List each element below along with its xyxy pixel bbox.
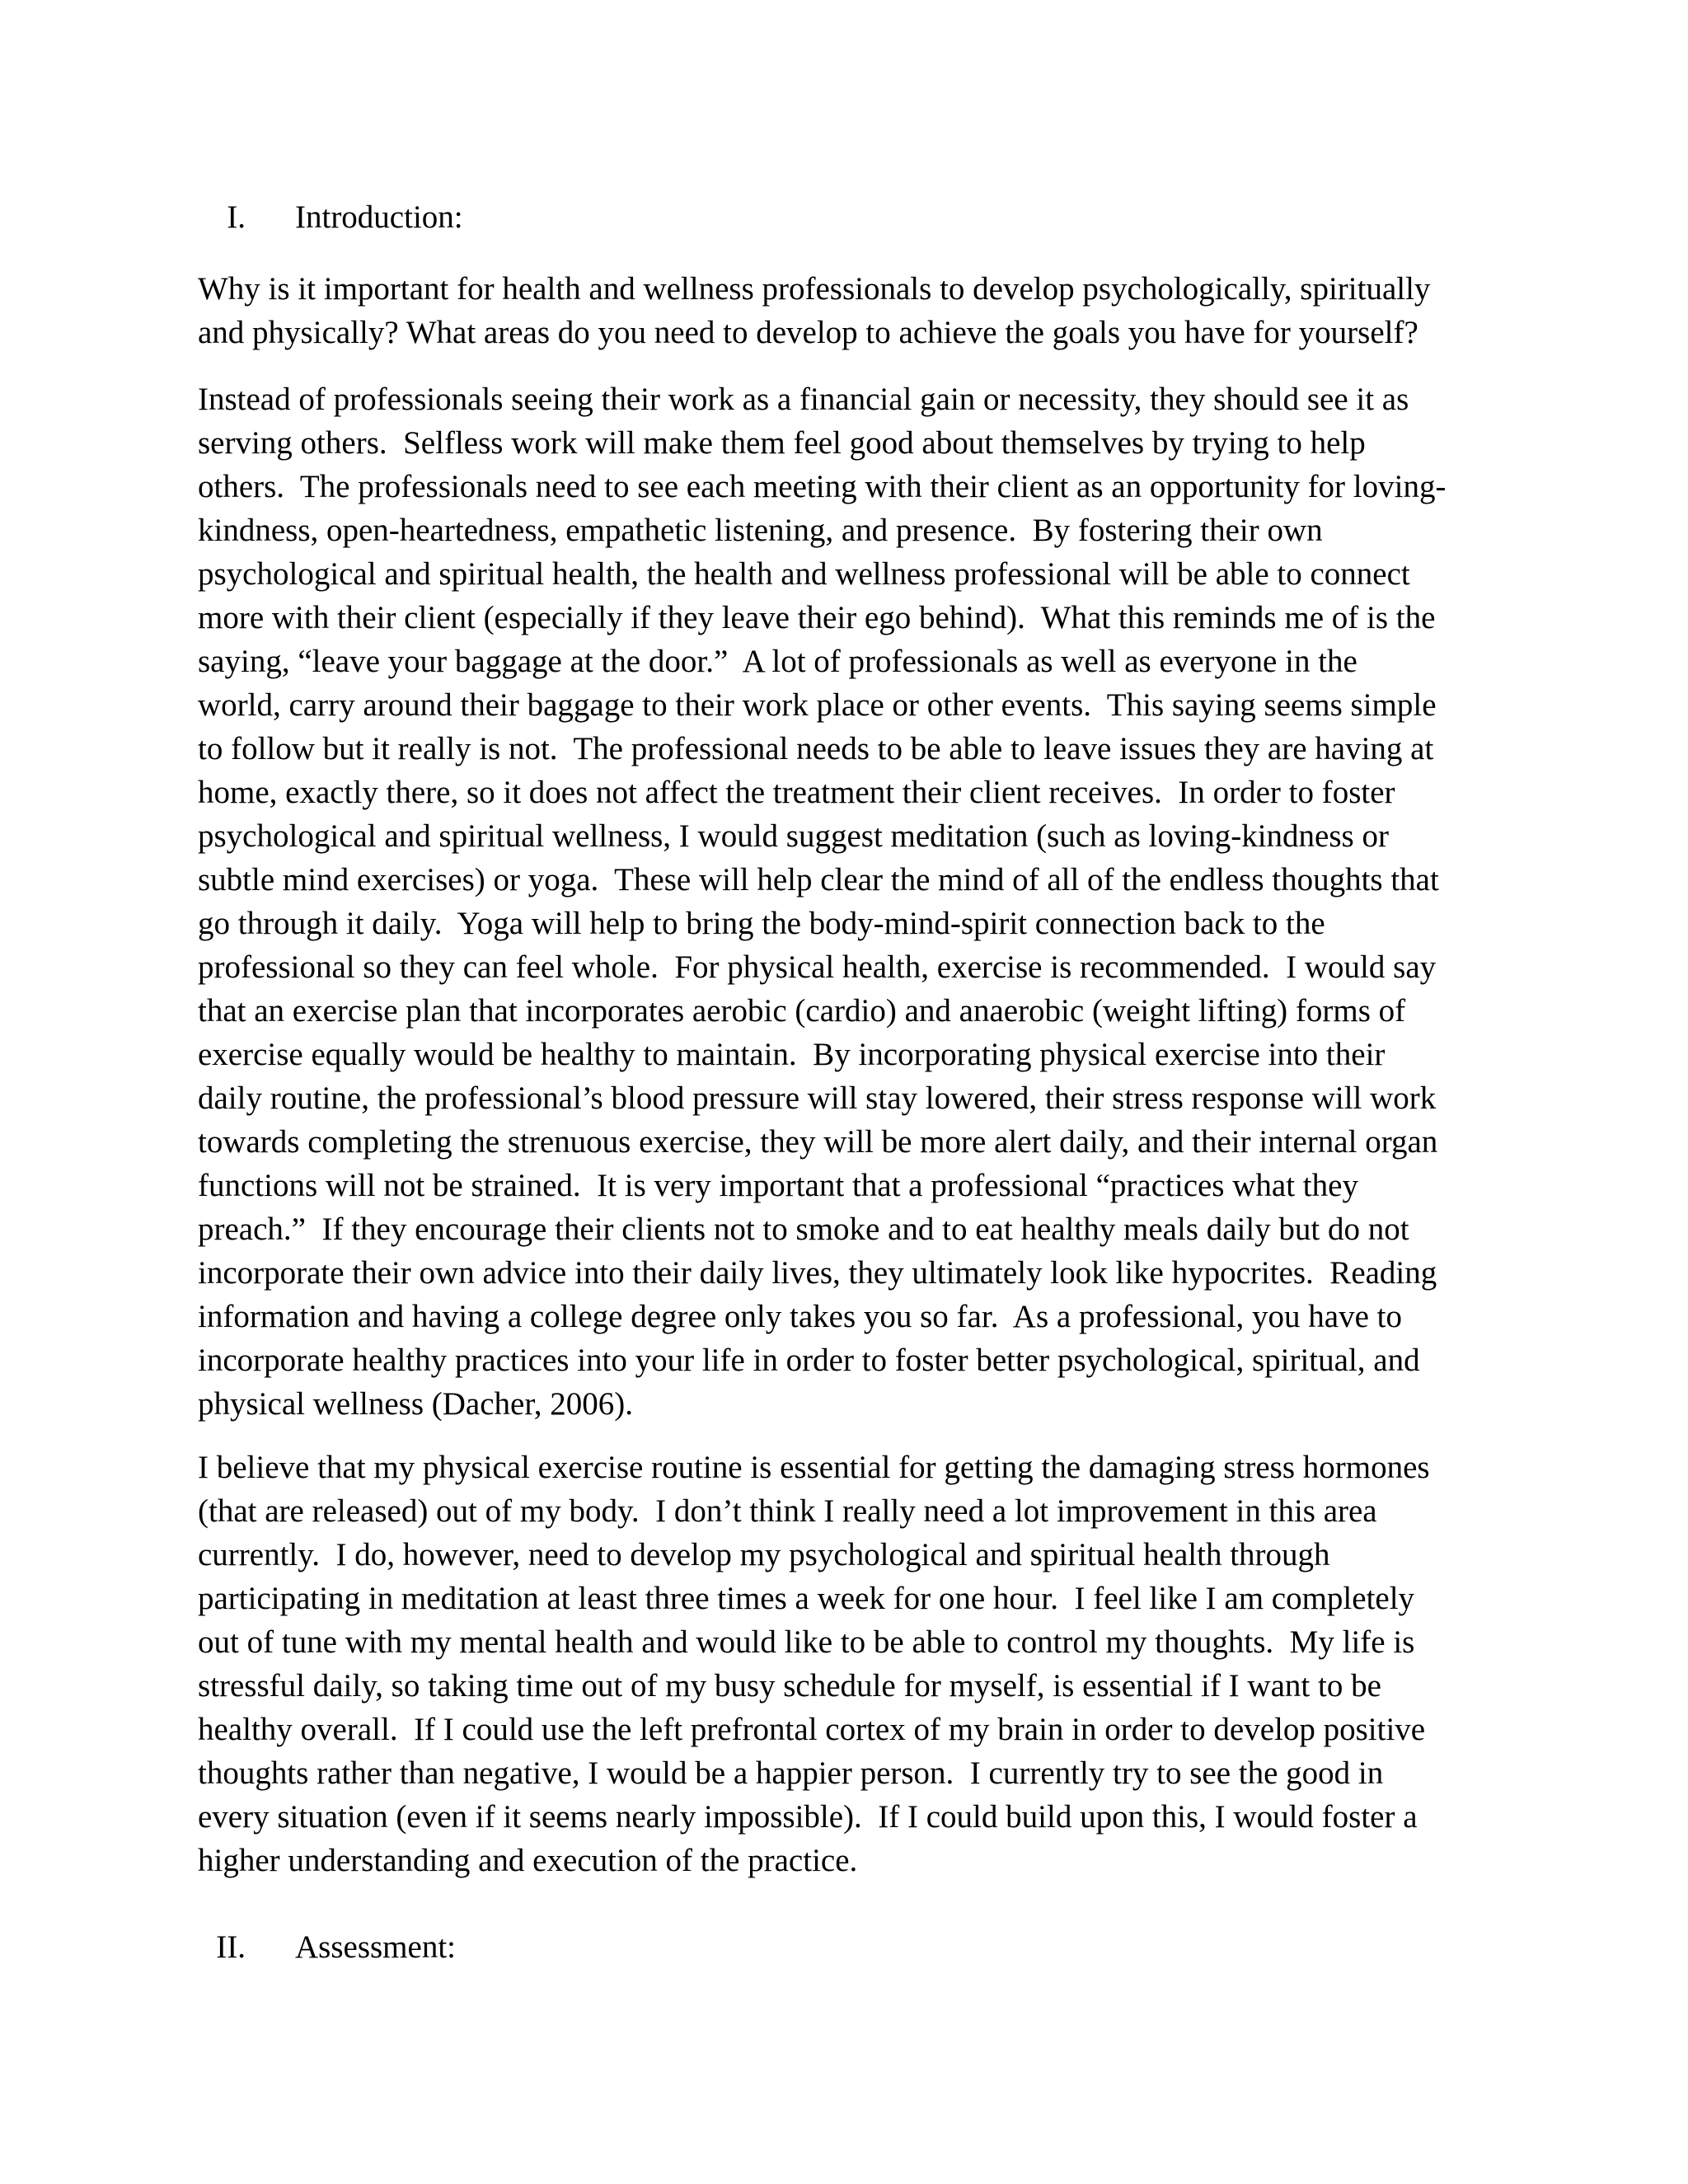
paragraph-line: stressful daily, so taking time out of my busy schedule for myself, is essential if I want to be — [198, 1668, 1381, 1704]
section-title: Assessment: — [295, 1929, 456, 1965]
paragraph-line: world, carry around their baggage to their work place or other events. This saying seems simple — [198, 687, 1437, 723]
paragraph-line: saying, “leave your baggage at the door.” A lot of professionals as well as everyone in the — [198, 644, 1357, 679]
paragraph-line: out of tune with my mental health and would like to be able to control my thoughts. My life is — [198, 1624, 1415, 1660]
paragraph-line: participating in meditation at least three times a week for one hour. I feel like I am completely — [198, 1581, 1415, 1616]
paragraph-line: incorporate healthy practices into your life in order to foster better psychological, spiritual, and — [198, 1343, 1420, 1378]
paragraph-line: towards completing the strenuous exercise, they will be more alert daily, and their internal organ — [198, 1124, 1438, 1160]
paragraph-line: subtle mind exercises) or yoga. These will help clear the mind of all of the endless thoughts that — [198, 862, 1439, 898]
paragraph-line: healthy overall. If I could use the left prefrontal cortex of my brain in order to develop positive — [198, 1712, 1426, 1747]
paragraph-line: others. The professionals need to see each meeting with their client as an opportunity for loving- — [198, 469, 1447, 504]
paragraph-line: I believe that my physical exercise routine is essential for getting the damaging stress hormones — [198, 1450, 1430, 1485]
paragraph-line: and physically? What areas do you need to develop to achieve the goals you have for yourself? — [198, 315, 1418, 350]
paragraph-line: psychological and spiritual health, the health and wellness professional will be able to connect — [198, 556, 1410, 592]
paragraph-line: (that are released) out of my body. I don’t think I really need a lot improvement in this area — [198, 1493, 1377, 1529]
paragraph-line: to follow but it really is not. The professional needs to be able to leave issues they are having at — [198, 731, 1434, 766]
paragraph-line: incorporate their own advice into their daily lives, they ultimately look like hypocrites. Reading — [198, 1255, 1437, 1291]
paragraph-line: preach.” If they encourage their clients not to smoke and to eat healthy meals daily but do not — [198, 1212, 1409, 1247]
paragraph-line: psychological and spiritual wellness, I would suggest meditation (such as loving-kindness or — [198, 818, 1389, 854]
section-title: Introduction: — [295, 199, 463, 235]
section-numeral: II. — [216, 1929, 246, 1965]
paragraph-line: information and having a college degree only takes you so far. As a professional, you have to — [198, 1299, 1403, 1334]
paragraph-line: physical wellness (Dacher, 2006). — [198, 1386, 634, 1422]
paragraph-line: kindness, open-heartedness, empathetic listening, and presence. By fostering their own — [198, 513, 1323, 548]
paragraph-line: higher understanding and execution of the practice. — [198, 1843, 858, 1878]
section-numeral: I. — [227, 199, 246, 235]
paragraph-line: currently. I do, however, need to develop my psychological and spiritual health through — [198, 1537, 1330, 1572]
paragraph-line: functions will not be strained. It is very important that a professional “practices what they — [198, 1168, 1358, 1203]
paragraph-line: professional so they can feel whole. For physical health, exercise is recommended. I would say — [198, 949, 1437, 985]
paragraph-line: home, exactly there, so it does not affect the treatment their client receives. In order to foster — [198, 775, 1395, 810]
paragraph-line: thoughts rather than negative, I would be a happier person. I currently try to see the good in — [198, 1755, 1384, 1791]
paragraph-line: every situation (even if it seems nearly impossible). If I could build upon this, I would foster a — [198, 1799, 1418, 1835]
paragraph-line: exercise equally would be healthy to maintain. By incorporating physical exercise into their — [198, 1037, 1386, 1072]
paragraph-line: go through it daily. Yoga will help to bring the body-mind-spirit connection back to the — [198, 906, 1325, 941]
paragraph-line: daily routine, the professional’s blood pressure will stay lowered, their stress response will work — [198, 1080, 1437, 1116]
paragraph-line: Why is it important for health and wellness professionals to develop psychologically, spiritually — [198, 271, 1431, 307]
paragraph-line: Instead of professionals seeing their work as a financial gain or necessity, they should see it as — [198, 382, 1409, 417]
paragraph-professional-development — [198, 377, 1500, 1426]
paragraph-line: more with their client (especially if they leave their ego behind). What this reminds me of is the — [198, 600, 1436, 635]
paragraph-line: that an exercise plan that incorporates aerobic (cardio) and anaerobic (weight lifting) forms of — [198, 993, 1406, 1029]
paragraph-personal-reflection — [198, 1446, 1500, 1882]
paragraph-questions — [198, 267, 1500, 354]
paragraph-line: serving others. Selfless work will make them feel good about themselves by trying to help — [198, 425, 1366, 461]
